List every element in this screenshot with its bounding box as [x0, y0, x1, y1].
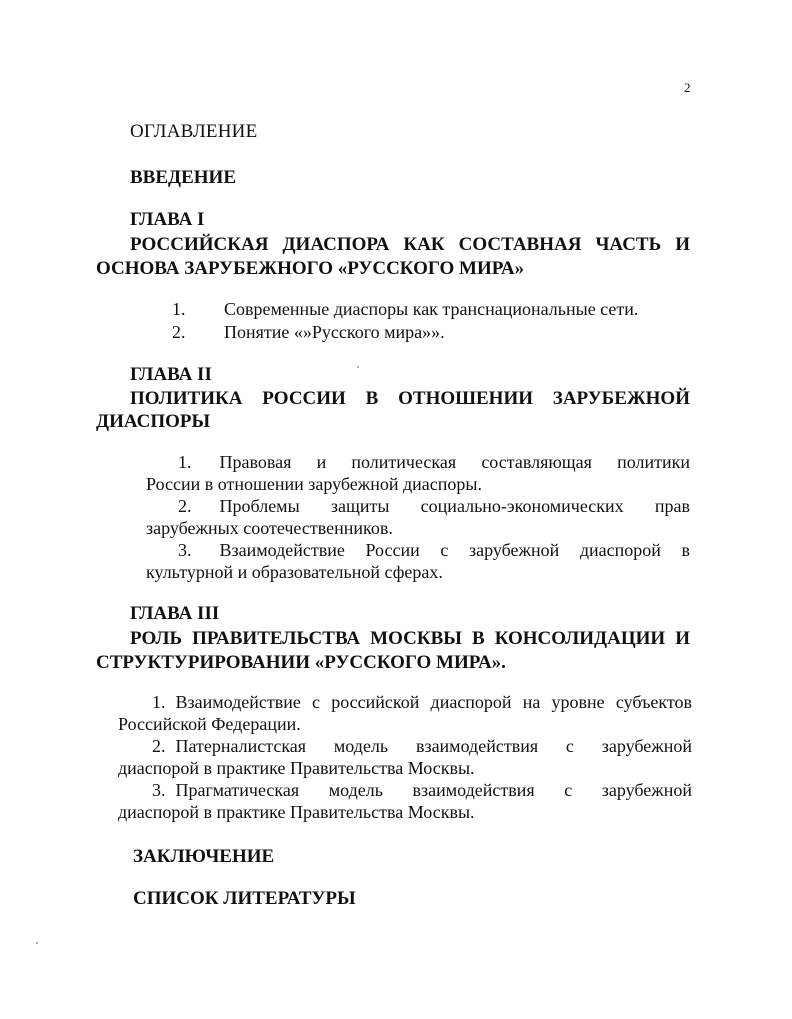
chapter-2-item-2 — [146, 495, 690, 539]
page-number: 2 — [684, 80, 691, 95]
chapter-2-item-3 — [146, 539, 690, 583]
chapter-3-title-line1: РОЛЬ ПРАВИТЕЛЬСТВА МОСКВЫ В КОНСОЛИДАЦИИ И — [130, 628, 690, 649]
item-text: Понятие «»Русского мира»». — [224, 322, 445, 342]
toc-title: ОГЛАВЛЕНИЕ — [130, 121, 258, 142]
chapter-2-title-line2: ДИАСПОРЫ — [96, 411, 211, 432]
item-number: 2. — [178, 496, 192, 516]
item-text-line1: Взаимодействие России с зарубежной диаспорой в — [219, 540, 690, 560]
item-text-line2: Российской Федерации. — [118, 714, 301, 734]
scan-speck — [357, 366, 359, 368]
chapter-1-item-2 — [172, 321, 445, 344]
scan-speck — [36, 942, 38, 944]
item-number: 1. — [172, 299, 186, 319]
item-number: 1. — [152, 692, 166, 712]
chapter-1-title-line2: ОСНОВА ЗАРУБЕЖНОГО «РУССКОГО МИРА» — [96, 258, 525, 279]
chapter-3-title-line2: СТРУКТУРИРОВАНИИ «РУССКОГО МИРА». — [96, 652, 506, 673]
chapter-2-label: ГЛАВА II — [130, 364, 212, 385]
item-text-line1: Правовая и политическая составляющая политики — [219, 452, 690, 472]
item-text-line2: диаспорой в практике Правительства Москвы. — [118, 758, 475, 778]
chapter-3-label: ГЛАВА III — [130, 603, 220, 624]
item-number: 2. — [172, 322, 186, 342]
item-text-line1: Взаимодействие с российской диаспорой на уровне субъектов — [175, 692, 692, 712]
item-text-line1: Проблемы защиты социально-экономических прав — [219, 496, 690, 516]
chapter-1-label: ГЛАВА I — [130, 209, 205, 230]
chapter-2-title-line1: ПОЛИТИКА РОССИИ В ОТНОШЕНИИ ЗАРУБЕЖНОЙ — [130, 388, 690, 409]
item-number: 3. — [178, 540, 192, 560]
item-text-line2: культурной и образовательной сферах. — [146, 562, 443, 582]
item-text-line1: Прагматическая модель взаимодействия с зарубежной — [175, 780, 692, 800]
introduction-heading: ВВЕДЕНИЕ — [130, 167, 236, 188]
chapter-3-item-3 — [118, 779, 692, 823]
item-number: 2. — [152, 736, 166, 756]
chapter-2-item-1 — [146, 451, 690, 495]
chapter-3-item-2 — [118, 735, 692, 779]
item-text: Современные диаспоры как транснациональные сети. — [224, 299, 639, 319]
bibliography-heading: СПИСОК ЛИТЕРАТУРЫ — [133, 888, 356, 909]
item-text-line2: России в отношении зарубежной диаспоры. — [146, 474, 482, 494]
item-text-line2: зарубежных соотечественников. — [146, 518, 393, 538]
item-text-line1: Патерналистская модель взаимодействия с зарубежной — [175, 736, 692, 756]
chapter-1-title-line1: РОССИЙСКАЯ ДИАСПОРА КАК СОСТАВНАЯ ЧАСТЬ И — [130, 234, 690, 255]
conclusion-heading: ЗАКЛЮЧЕНИЕ — [133, 846, 275, 867]
item-number: 1. — [178, 452, 192, 472]
chapter-1-item-1 — [172, 298, 638, 321]
chapter-3-item-1 — [118, 691, 692, 735]
item-text-line2: диаспорой в практике Правительства Москвы. — [118, 802, 475, 822]
item-number: 3. — [152, 780, 166, 800]
